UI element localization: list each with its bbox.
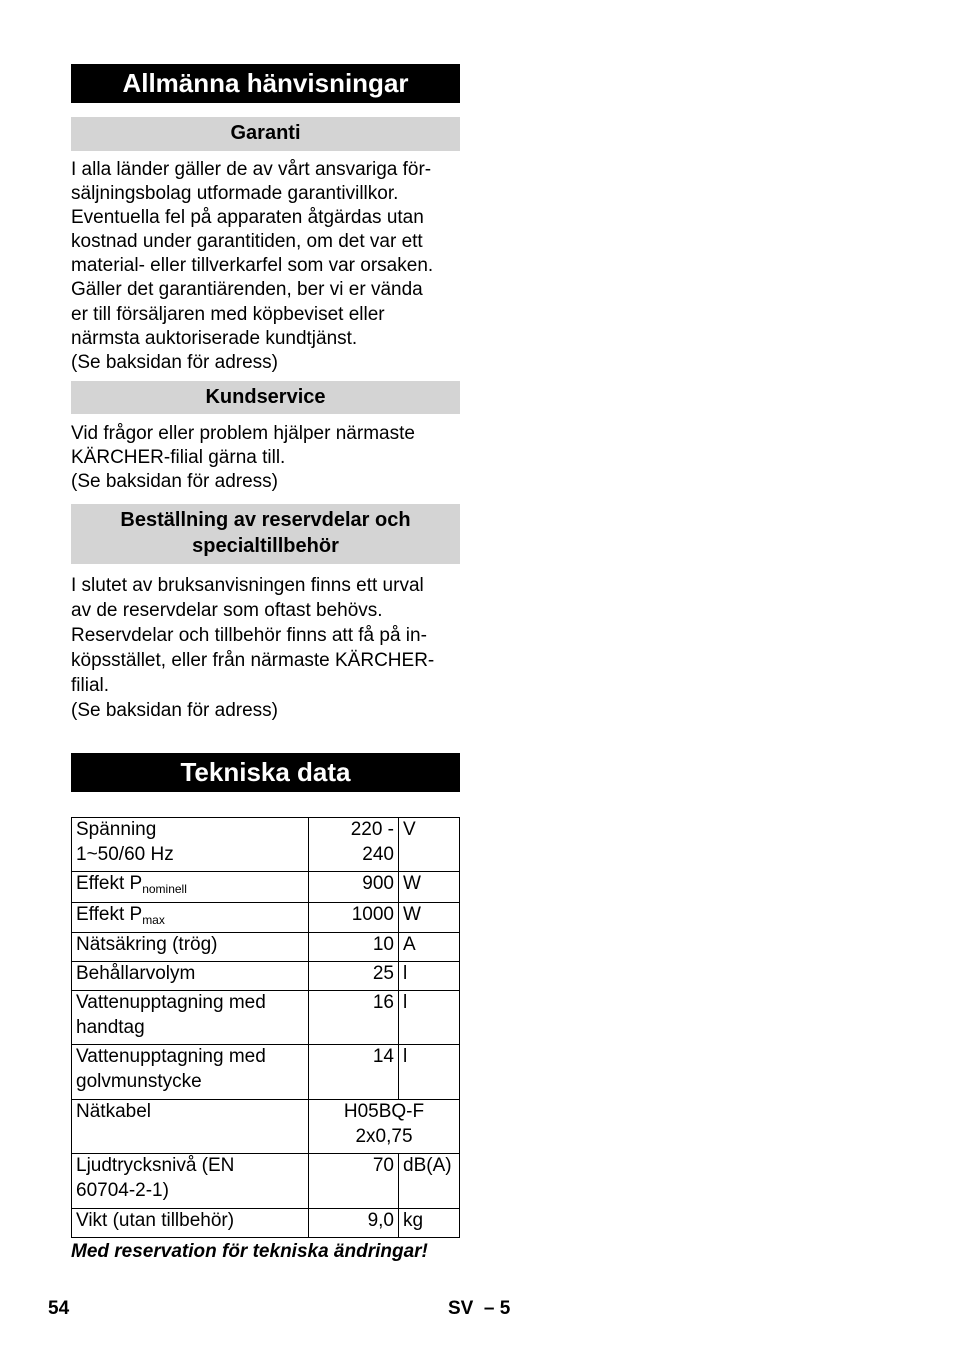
page-number: 54 [48, 1298, 70, 1319]
spec-value: 9,0 [309, 1209, 399, 1238]
table-row [72, 872, 460, 903]
spec-name-line: handtag [76, 1016, 145, 1038]
spec-value: 10 [309, 933, 399, 962]
spec-value [309, 818, 399, 872]
heading-warranty: Garanti [71, 117, 460, 151]
section-reference: SV – 5 [448, 1298, 511, 1319]
text-line: KÄRCHER-filial gärna till. [71, 447, 286, 469]
text-line: (Se baksidan för adress) [71, 471, 278, 493]
spec-unit: dB(A) [399, 1154, 460, 1209]
spec-name: Nätsäkring (trög) [72, 933, 309, 962]
spec-value-line: 240 [362, 843, 394, 865]
spec-name [72, 1045, 309, 1100]
table-row [72, 962, 460, 991]
spec-unit: kg [399, 1209, 460, 1238]
text-line: (Se baksidan för adress) [71, 351, 278, 373]
spec-name-line: golvmunstycke [76, 1070, 202, 1092]
spec-value-line: 2x0,75 [355, 1125, 413, 1147]
text-line: närmsta auktoriserade kundtjänst. [71, 327, 358, 349]
text-line: Gäller det garantiärenden, ber vi er vända [71, 279, 423, 301]
spec-unit: A [399, 933, 460, 962]
text-line: (Se baksidan för adress) [71, 700, 278, 721]
text-line: er till försäljaren med köpbeviset eller [71, 303, 385, 325]
table-row [72, 902, 460, 933]
spec-name-subscript: nominell [142, 882, 187, 896]
spec-name [72, 872, 309, 903]
spec-name [72, 818, 309, 872]
text-line: Reservdelar och tillbehör finns att få på in- [71, 625, 427, 646]
parts-text [71, 573, 463, 723]
text-line: I alla länder gäller de av vårt ansvariga för- [71, 159, 432, 180]
spec-name-line: Spänning [76, 819, 157, 840]
spec-name-line: Vattenupptagning med [76, 992, 266, 1013]
heading-spare-parts [71, 504, 460, 564]
table-row [72, 933, 460, 962]
technical-changes-note: Med reservation för tekniska ändringar! [71, 1241, 428, 1262]
spec-name: Nätkabel [72, 1100, 309, 1154]
table-row [72, 1154, 460, 1209]
table-row [72, 991, 460, 1045]
spec-unit: l [399, 991, 460, 1045]
spec-value: 1000 [309, 902, 399, 933]
spec-name [72, 902, 309, 933]
technical-data-table [71, 817, 460, 1238]
spec-value-line: 220 - [350, 819, 394, 840]
spec-value: 16 [309, 991, 399, 1045]
text-line: av de reservdelar som oftast behövs. [71, 600, 383, 621]
spec-name-line: Ljudtrycksnivå (EN [76, 1155, 235, 1176]
spec-value: 14 [309, 1045, 399, 1100]
spec-value: 900 [309, 872, 399, 903]
spec-name-line: 1~50/60 Hz [76, 843, 174, 865]
spec-unit: l [399, 962, 460, 991]
warranty-text [71, 158, 463, 375]
spec-value [309, 1100, 460, 1154]
text-line: säljningsbolag utformade garantivillkor. [71, 183, 399, 205]
text-line: köpsstället, eller från närmaste KÄRCHER- [71, 650, 435, 671]
text-line: material- eller tillverkarfel som var orsaken. [71, 255, 434, 277]
table-row [72, 1209, 460, 1238]
spec-name: Behållarvolym [72, 962, 309, 991]
table-row [72, 1100, 460, 1154]
spec-unit: V [399, 818, 460, 872]
spec-name: Vikt (utan tillbehör) [72, 1209, 309, 1238]
spec-name-text: Effekt P [76, 873, 143, 894]
spec-value-line: H05BQ-F [343, 1101, 425, 1122]
spec-name [72, 991, 309, 1045]
text-line: Vid frågor eller problem hjälper närmaste [71, 423, 415, 444]
spec-value: 70 [309, 1154, 399, 1209]
spec-name-text: Effekt P [76, 903, 143, 925]
table-row [72, 818, 460, 872]
heading-line: Beställning av reservdelar och [120, 509, 411, 531]
spec-name-line: Vattenupptagning med [76, 1046, 266, 1067]
section-title-technical-data: Tekniska data [71, 753, 460, 792]
spec-name [72, 1154, 309, 1209]
table-row [72, 1045, 460, 1100]
heading-customer-service: Kundservice [71, 381, 460, 414]
section-title-general: Allmänna hänvisningar [71, 64, 460, 103]
text-line: I slutet av bruksanvisningen finns ett urval [71, 575, 424, 596]
text-line: filial. [71, 675, 110, 696]
heading-line: specialtillbehör [192, 535, 339, 557]
spec-value: 25 [309, 962, 399, 991]
spec-unit: W [399, 872, 460, 903]
text-line: kostnad under garantitiden, om det var ett [71, 231, 423, 253]
spec-name-line: 60704-2-1) [76, 1179, 169, 1201]
spec-name-subscript: max [142, 912, 165, 927]
spec-unit: l [399, 1045, 460, 1100]
text-line: Eventuella fel på apparaten åtgärdas utan [71, 207, 424, 229]
service-text [71, 422, 463, 494]
spec-unit: W [399, 902, 460, 933]
